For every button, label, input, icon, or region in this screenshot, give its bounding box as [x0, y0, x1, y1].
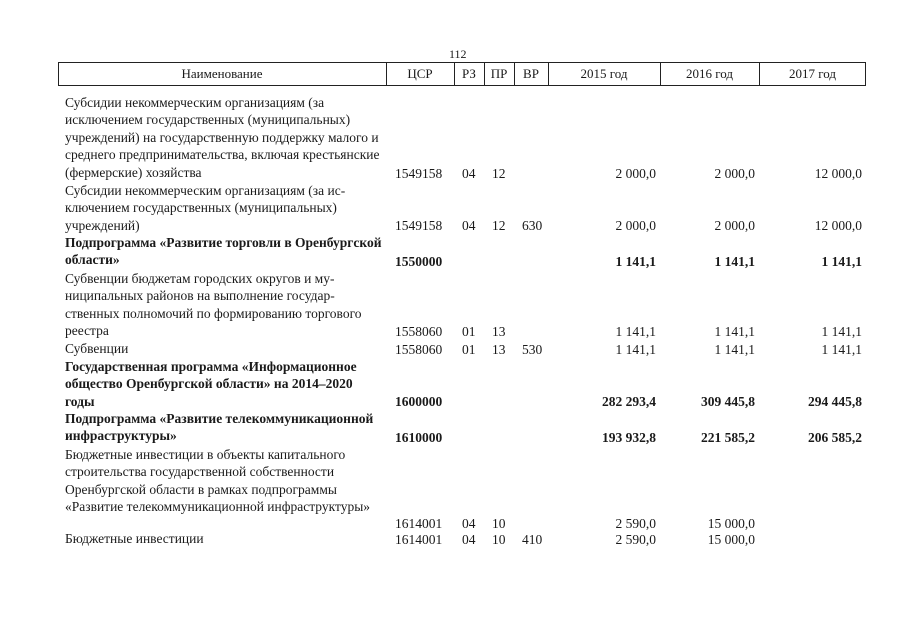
header-2016: 2016 год	[686, 66, 733, 81]
row-name: Бюджетные инвестиции в объекты капитального строительства государственной собственности Оренбургской области в рамках подпрограммы «Развитие телекоммуникационной инфраструктуры»	[65, 447, 371, 515]
row-2016: 1 141,1	[714, 253, 755, 269]
row-2015: 2 590,0	[615, 515, 656, 531]
table-row	[0, 446, 905, 532]
row-vr: 630	[522, 217, 543, 233]
header-name: Наименование	[181, 66, 263, 81]
header-pr: ПР	[490, 66, 508, 81]
row-2017: 1 141,1	[821, 323, 862, 339]
row-pr: 13	[492, 323, 506, 339]
row-name: Субсидии некоммерческим организациям (за исключением государственных (муниципальных) учреждений) на государственную поддержку малого и среднего предпринимательства, включая крестьянские (фермерские) хозяйства	[65, 95, 380, 180]
row-rz: 01	[462, 341, 476, 357]
row-csr: 1610000	[395, 429, 443, 445]
row-pr: 12	[492, 217, 506, 233]
table-row	[0, 270, 905, 340]
row-2016: 1 141,1	[714, 341, 755, 357]
row-2015: 1 141,1	[615, 341, 656, 357]
header-2015: 2015 год	[580, 66, 628, 81]
row-2016: 15 000,0	[707, 515, 755, 531]
row-2017: 12 000,0	[814, 165, 862, 181]
header-vr: ВР	[523, 66, 539, 81]
row-csr: 1549158	[395, 165, 443, 181]
row-2016: 1 141,1	[714, 323, 755, 339]
row-pr: 13	[492, 341, 506, 357]
row-2016: 15 000,0	[707, 531, 755, 547]
header-csr: ЦСР	[407, 66, 433, 81]
table-row	[0, 182, 905, 234]
row-name: Государственная программа «Информационное общество Оренбургской области» на 2014–2020 годы	[65, 359, 357, 409]
row-2017: 12 000,0	[814, 217, 862, 233]
row-rz: 04	[462, 531, 476, 547]
header-rz: РЗ	[462, 66, 476, 81]
row-name: Субвенции	[65, 341, 129, 356]
row-2017: 294 445,8	[808, 393, 862, 409]
row-2015: 193 932,8	[602, 429, 656, 445]
row-csr: 1558060	[395, 341, 443, 357]
row-name: Бюджетные инвестиции	[65, 531, 204, 546]
table-row	[0, 410, 905, 446]
page-number: 112	[449, 47, 467, 61]
row-2015: 2 590,0	[615, 531, 656, 547]
row-2015: 2 000,0	[615, 165, 656, 181]
row-vr: 410	[522, 531, 543, 547]
header-divider	[865, 63, 866, 85]
table-row	[0, 530, 905, 548]
row-rz: 04	[462, 515, 476, 531]
row-rz: 04	[462, 165, 476, 181]
row-pr: 10	[492, 515, 506, 531]
row-name: Субвенции бюджетам городских округов и муниципальных районов на выполнение государственных полномочий по формированию торгового реестра	[65, 271, 362, 339]
table-header	[58, 62, 866, 86]
row-pr: 12	[492, 165, 506, 181]
row-2017: 1 141,1	[821, 341, 862, 357]
row-name: Подпрограмма «Развитие телекоммуникационной инфраструктуры»	[65, 411, 374, 444]
row-2015: 2 000,0	[615, 217, 656, 233]
table-row	[0, 94, 905, 182]
row-vr: 530	[522, 341, 543, 357]
row-2015: 1 141,1	[615, 323, 656, 339]
table-row	[0, 234, 905, 270]
row-2017: 206 585,2	[808, 429, 862, 445]
row-2015: 1 141,1	[615, 253, 656, 269]
row-name: Субсидии некоммерческим организациям (за исключением государственных (муниципальных) учреждений)	[65, 183, 346, 233]
row-2016: 309 445,8	[701, 393, 755, 409]
row-2015: 282 293,4	[602, 393, 656, 409]
row-2016: 221 585,2	[701, 429, 755, 445]
row-csr: 1558060	[395, 323, 443, 339]
row-name: Подпрограмма «Развитие торговли в Оренбургской области»	[65, 235, 382, 268]
row-2016: 2 000,0	[714, 165, 755, 181]
row-2016: 2 000,0	[714, 217, 755, 233]
row-rz: 01	[462, 323, 476, 339]
header-2017: 2017 год	[789, 66, 836, 81]
table-row	[0, 358, 905, 410]
row-csr: 1614001	[395, 531, 443, 547]
row-rz: 04	[462, 217, 476, 233]
row-pr: 10	[492, 531, 506, 547]
row-2017: 1 141,1	[821, 253, 862, 269]
table-row	[0, 340, 905, 358]
row-csr: 1550000	[395, 253, 443, 269]
row-csr: 1549158	[395, 217, 443, 233]
row-csr: 1600000	[395, 393, 443, 409]
row-csr: 1614001	[395, 515, 443, 531]
